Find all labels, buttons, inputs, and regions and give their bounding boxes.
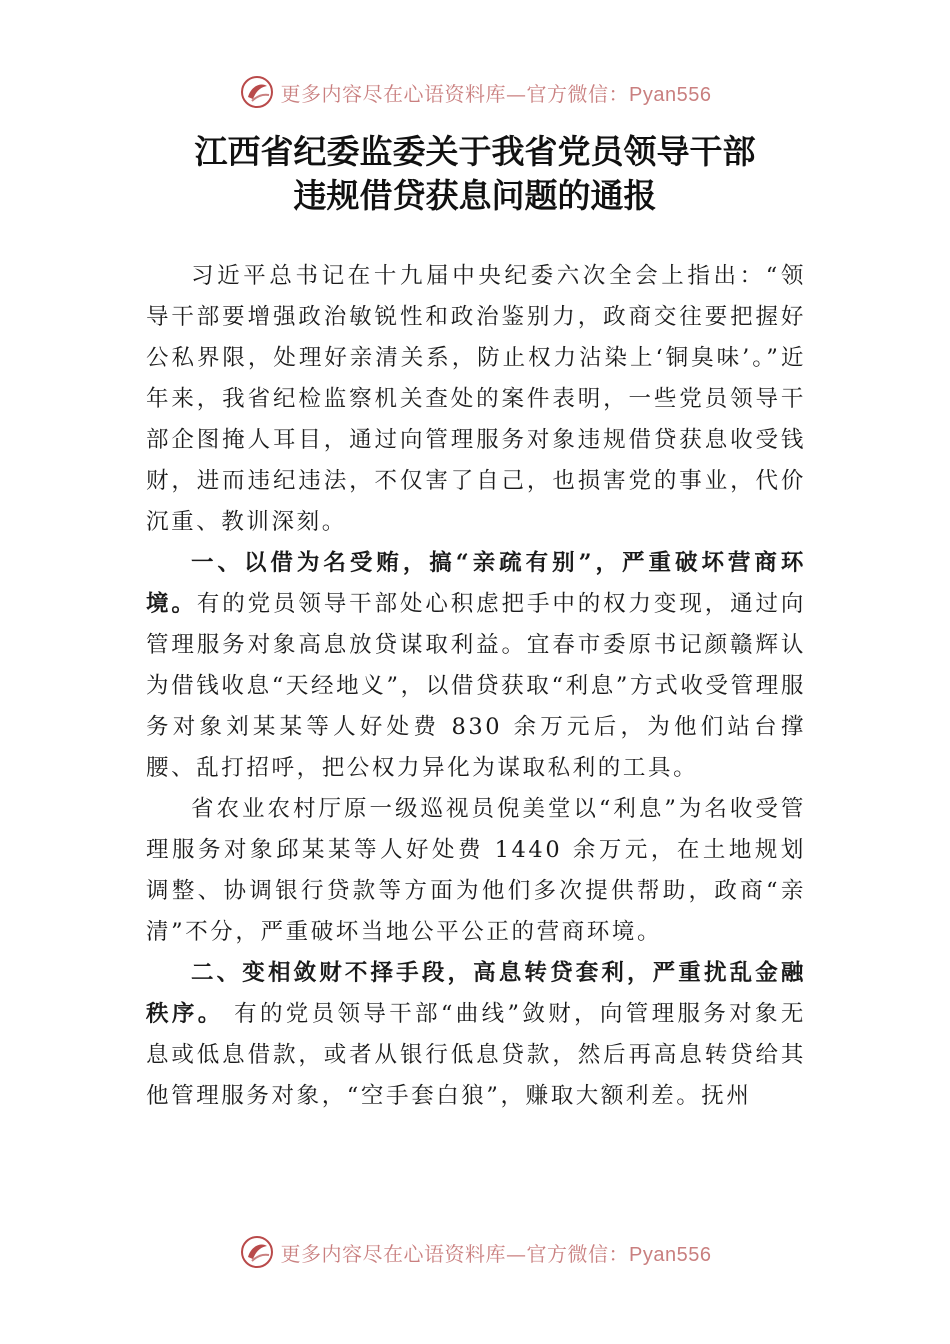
paragraph: 一、以借为名受贿，搞“亲疏有别”，严重破坏营商环境。有的党员领导干部处心积虑把手中的权力变现，通过向管理服务对象高息放贷谋取利益。宜春市委原书记颜赣辉认为借钱收息“天经地义”，以借贷获取“利息”方式收受管理服务对象刘某某等人好处费 830 余万元后，为他们站台撑腰、乱打招呼，把公权力异化为谋取私利的工具。 — [146, 550, 806, 781]
watermark-top — [0, 72, 950, 112]
document-title — [0, 130, 950, 218]
paragraph: 省农业农村厅原一级巡视员倪美堂以“利息”为名收受管理服务对象邱某某等人好处费 1440 余万元，在土地规划调整、协调银行贷款等方面为他们多次提供帮助，政商“亲清”不分，严重破坏当地公平公正的营商环境。 — [146, 796, 806, 945]
title-line-1: 江西省纪委监委关于我省党员领导干部 — [194, 132, 756, 171]
watermark-bottom — [0, 1232, 950, 1272]
brand-logo-icon — [239, 74, 275, 110]
watermark-text: 更多内容尽在心语资料库—官方微信：Pyan556 — [280, 1241, 712, 1266]
paragraph: 二、变相敛财不择手段，高息转贷套利，严重扰乱金融秩序。 有的党员领导干部“曲线”敛财，向管理服务对象无息或低息借款，或者从银行低息贷款，然后再高息转贷给其他管理服务对象，“空手套白狼”，赚取大额利差。抚州 — [146, 960, 806, 1109]
section-heading: 二、变相敛财不择手段，高息转贷套利，严重扰乱金融秩序。 — [146, 960, 806, 1027]
title-line-2: 违规借贷获息问题的通报 — [293, 176, 657, 215]
document-body — [146, 256, 806, 1117]
brand-logo-icon — [239, 1234, 275, 1270]
paragraph: 习近平总书记在十九届中央纪委六次全会上指出：“领导干部要增强政治敏锐性和政治鉴别力，政商交往要把握好公私界限，处理好亲清关系，防止权力沾染上‘铜臭味’。”近年来，我省纪检监察机关查处的案件表明，一些党员领导干部企图掩人耳目，通过向管理服务对象违规借贷获息收受钱财，进而违纪违法，不仅害了自己，也损害党的事业，代价沉重、教训深刻。 — [146, 263, 806, 535]
watermark-text: 更多内容尽在心语资料库—官方微信：Pyan556 — [280, 81, 712, 106]
section-heading: 一、以借为名受贿，搞“亲疏有别”，严重破坏营商环境。 — [146, 550, 806, 617]
